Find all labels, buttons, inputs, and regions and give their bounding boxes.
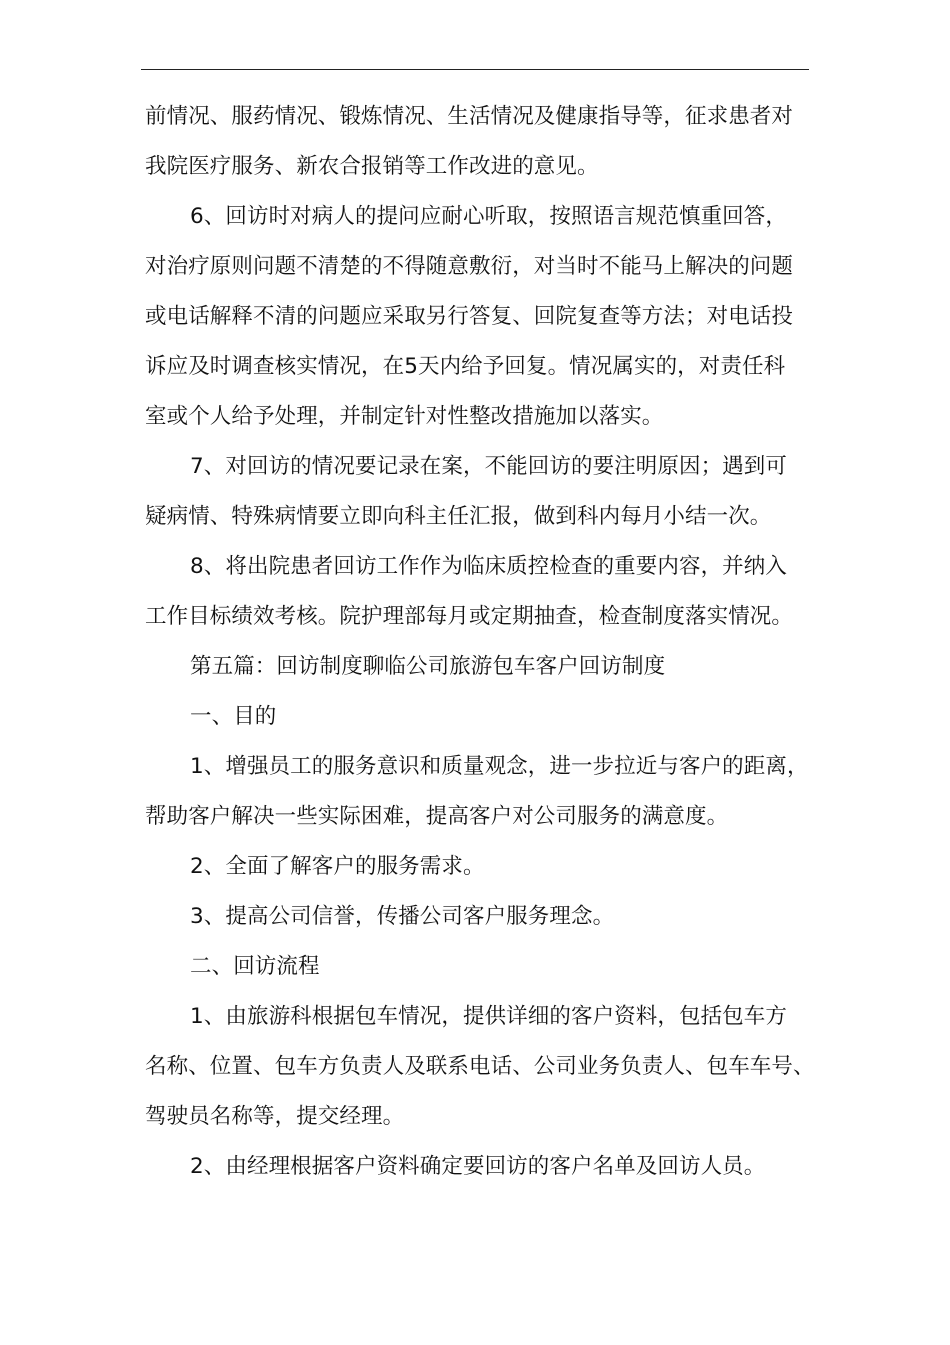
- paragraph-line: 2、由经理根据客户资料确定要回访的客户名单及回访人员。: [190, 1154, 766, 1179]
- paragraph-line: 帮助客户解决一些实际困难，提高客户对公司服务的满意度。: [145, 804, 729, 829]
- paragraph-line: 工作目标绩效考核。院护理部每月或定期抽查，检查制度落实情况。: [145, 604, 794, 629]
- header-rule: [141, 69, 809, 70]
- section-heading: 二、回访流程: [190, 954, 320, 979]
- paragraph-line: 室或个人给予处理，并制定针对性整改措施加以落实。: [145, 404, 664, 429]
- paragraph-line: 我院医疗服务、新农合报销等工作改进的意见。: [145, 154, 599, 179]
- paragraph-line: 1、由旅游科根据包车情况，提供详细的客户资料，包括包车方: [190, 1004, 787, 1029]
- paragraph-line: 6、回访时对病人的提问应耐心听取，按照语言规范慎重回答，: [190, 204, 787, 229]
- paragraph-line: 3、提高公司信誉，传播公司客户服务理念。: [190, 904, 615, 929]
- paragraph-line: 或电话解释不清的问题应采取另行答复、回院复查等方法；对电话投: [145, 304, 794, 329]
- paragraph-line: 8、将出院患者回访工作作为临床质控检查的重要内容，并纳入: [190, 554, 787, 579]
- paragraph-line: 对治疗原则问题不清楚的不得随意敷衍，对当时不能马上解决的问题: [145, 254, 794, 279]
- paragraph-line: 疑病情、特殊病情要立即向科主任汇报，做到科内每月小结一次。: [145, 504, 772, 529]
- paragraph-line: 前情况、服药情况、锻炼情况、生活情况及健康指导等，征求患者对: [145, 104, 794, 129]
- section-heading: 一、目的: [190, 704, 277, 729]
- paragraph-line: 7、对回访的情况要记录在案，不能回访的要注明原因；遇到可: [190, 454, 787, 479]
- paragraph-line: 名称、位置、包车方负责人及联系电话、公司业务负责人、包车车号、: [145, 1054, 815, 1079]
- paragraph-line: 驾驶员名称等，提交经理。: [145, 1104, 405, 1129]
- section-title: 第五篇：回访制度聊临公司旅游包车客户回访制度: [190, 654, 666, 679]
- paragraph-line: 诉应及时调查核实情况，在5天内给予回复。情况属实的，对责任科: [145, 354, 786, 379]
- paragraph-line: 2、全面了解客户的服务需求。: [190, 854, 485, 879]
- paragraph-line: 1、增强员工的服务意识和质量观念，进一步拉近与客户的距离，: [190, 754, 809, 779]
